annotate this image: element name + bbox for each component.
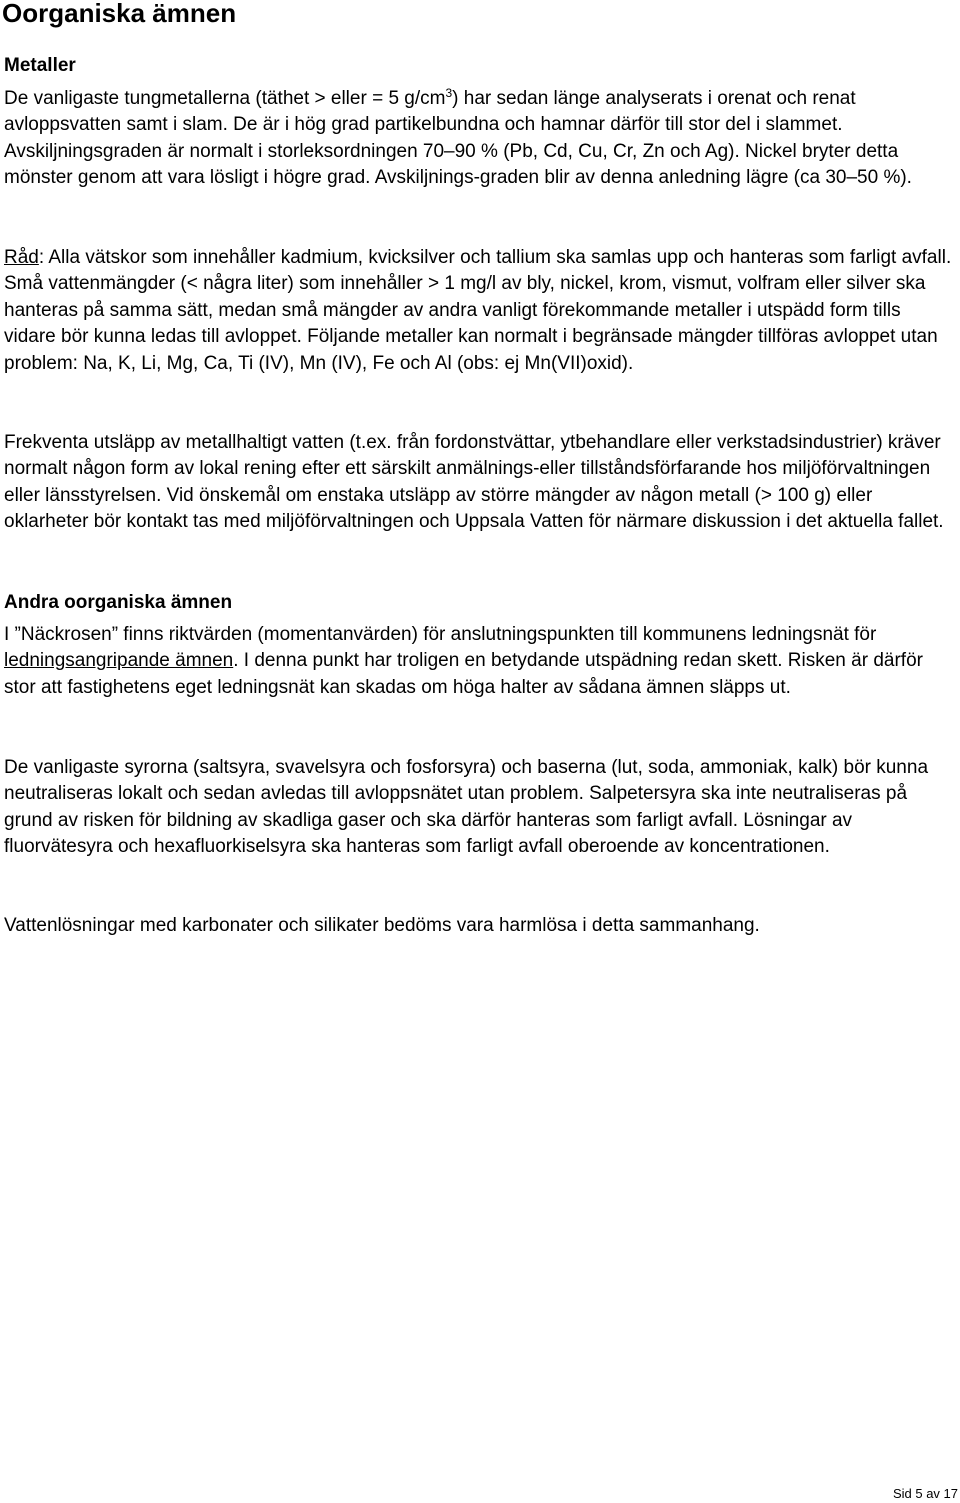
metaller-paragraph-3: Frekventa utsläpp av metallhaltigt vatten (t.ex. från fordonstvättar, ytbehandlare eller verkstadsindustrier) kräver normalt någon form av lokal rening efter ett särskilt anmälnings-eller tillståndsförfarande hos miljöförvaltningen eller länsstyrelsen. Vid önskemål om enstaka utsläpp av större mängder av någon metall (> 100 g) eller oklarheter bör kontakt tas med miljöförvaltningen och Uppsala Vatten för närmare diskussion i det aktuella fallet.	[4, 432, 944, 533]
metaller-p1-text-a: De vanligaste tungmetallerna (täthet > eller = 5 g/cm	[4, 88, 446, 109]
section-heading-andra: Andra oorganiska ämnen	[4, 592, 233, 613]
andra-paragraph-3: Vattenlösningar med karbonater och silikater bedöms vara harmlösa i detta sammanhang.	[4, 915, 760, 936]
metaller-p1-text-b: ) har sedan länge analyserats i orenat och renat avloppsvatten samt i slam. De är i hög grad partikelbundna och hamnar därför till stor del i slammet. Avskiljningsgraden är normalt i storleksordningen 70–90 % (Pb, Cd, Cu, Cr, Zn och Ag). Nickel bryter detta mönster genom att vara lösligt i högre grad. Avskiljnings-graden blir av denna anledning lägre (ca 30–50 %).	[4, 88, 912, 189]
page-title: Oorganiska ämnen	[2, 0, 237, 28]
ledningsangripande-link[interactable]: ledningsangripande ämnen	[4, 650, 234, 672]
andra-p1-text-a: I ”Näckrosen” finns riktvärden (momentanvärden) för anslutningspunkten till kommunens ledningsnät för	[4, 624, 877, 645]
metaller-paragraph-1	[4, 86, 954, 192]
page-number: Sid 5 av 17	[892, 1486, 958, 1501]
andra-paragraph-1	[4, 622, 954, 701]
superscript-3: 3	[445, 86, 453, 100]
rad-text: : Alla vätskor som innehåller kadmium, kvicksilver och tallium ska samlas upp och hanteras som farligt avfall. Små vattenmängder (< några liter) som innehåller > 1 mg/l av bly, nickel, krom, vismut, volfram eller silver ska hanteras på samma sätt, medan små mängder av andra vanligt förekommande metaller i utspädd form tills vidare bör kunna ledas till avloppet. Följande metaller kan normalt i begränsade mängder tillföras avloppet utan problem: Na, K, Li, Mg, Ca, Ti (IV), Mn (IV), Fe och Al (obs: ej Mn(VII)oxid).	[4, 247, 952, 374]
andra-p1-text-b: . I denna punkt har troligen en betydande utspädning redan skett. Risken är därför stor att fastighetens eget ledningsnät kan skadas om höga halter av sådana ämnen släpps ut.	[4, 650, 923, 698]
rad-paragraph	[4, 245, 954, 377]
rad-label: Råd	[4, 247, 39, 268]
section-heading-metaller: Metaller	[4, 55, 76, 76]
andra-paragraph-2: De vanligaste syrorna (saltsyra, svavelsyra och fosforsyra) och baserna (lut, soda, ammoniak, kalk) bör kunna neutraliseras lokalt och sedan avledas till avloppsnätet utan problem. Salpetersyra ska inte neutraliseras på grund av risken för bildning av skadliga gaser och ska därför hanteras som farligt avfall. Lösningar av fluorvätesyra och hexafluorkiselsyra ska hanteras som farligt avfall oberoende av koncentrationen.	[4, 757, 929, 858]
